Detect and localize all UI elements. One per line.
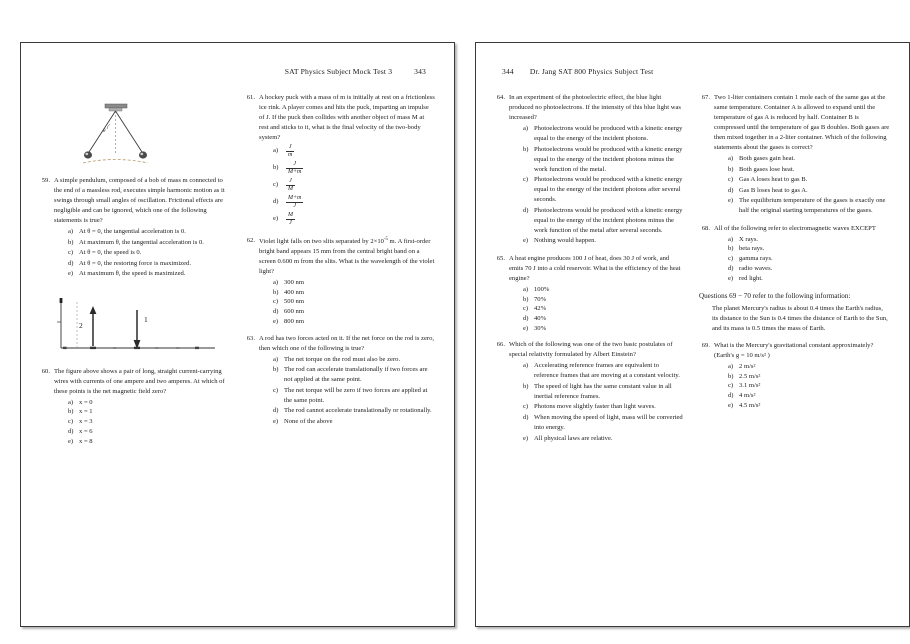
left-page-column-2 (244, 93, 435, 613)
choice-text: 2 m/s² (739, 363, 756, 371)
choice-text: 40% (534, 314, 547, 322)
choice-text: x = 0 (79, 398, 93, 406)
choice-option[interactable] (728, 244, 890, 254)
passage-heading: Questions 69 − 70 refer to the following information: (699, 292, 851, 301)
question-stem: The figure above shows a pair of long, straight current-carrying wires with currents of one ampere and two amperes. At which of these points is the net magnetic field zero? (54, 367, 225, 395)
choice-option[interactable] (523, 314, 685, 324)
answer-choices (259, 355, 435, 427)
choice-text: The equilibrium temperature of the gases is exactly one half the original starting temperatures of the gases. (739, 197, 886, 215)
choice-option[interactable] (273, 144, 435, 158)
question-stem (259, 236, 435, 277)
choice-text: At θ = 0, the speed is 0. (79, 249, 142, 257)
choice-text: At maximum θ, the tangential acceleration is 0. (79, 238, 204, 246)
choice-letter: e) (68, 437, 74, 445)
choice-letter: e) (728, 197, 734, 205)
choice-text: At θ = 0, the restoring force is maximized. (79, 259, 191, 267)
choice-text: x = 8 (79, 437, 93, 445)
choice-option[interactable] (273, 386, 435, 406)
choice-option[interactable] (728, 264, 890, 274)
page-folio: 344 (502, 67, 514, 76)
choice-option[interactable] (523, 145, 685, 175)
choice-option[interactable] (273, 288, 435, 298)
choice-letter: c) (273, 298, 279, 306)
choice-letter: a) (68, 398, 74, 406)
question-number: 69. (701, 341, 710, 349)
choice-letter: d) (523, 413, 529, 421)
choice-option[interactable] (68, 407, 230, 417)
choice-text: Accelerating reference frames are equivalent to reference frames that are moving at a constant velocity. (534, 362, 680, 380)
choice-option[interactable] (273, 161, 435, 175)
choice-text: 100% (534, 285, 550, 293)
choice-letter: b) (728, 245, 734, 253)
choice-letter: e) (728, 274, 734, 282)
choice-text: The rod cannot accelerate translationally or rotationally. (284, 407, 432, 415)
choice-option[interactable] (728, 372, 890, 382)
choice-text: At θ = 0, the tangential acceleration is 0. (79, 228, 186, 236)
fraction-numerator: M+m (288, 194, 302, 201)
choice-letter: a) (273, 147, 279, 155)
choice-text: Gas A loses heat to gas B. (739, 176, 808, 184)
choice-option[interactable] (523, 413, 685, 433)
question-65 (494, 254, 685, 334)
choice-option[interactable] (523, 175, 685, 205)
choice-letter: e) (273, 417, 279, 425)
choice-option[interactable] (68, 227, 230, 237)
right-page-running-head (494, 67, 891, 81)
left-page-columns (39, 93, 436, 613)
choice-text: The net torque will be zero if two forces are applied at the same point. (284, 386, 428, 404)
choice-option[interactable] (273, 212, 435, 226)
choice-option[interactable] (728, 165, 890, 175)
choice-text: Photoelectrons would be produced with a kinetic energy equal to the energy of the incident photons minus the work function of the metal. (534, 145, 683, 173)
fraction-denominator: M (288, 185, 293, 192)
choice-option[interactable] (68, 269, 230, 279)
choice-option[interactable] (523, 361, 685, 381)
fraction-denominator: J (286, 219, 295, 227)
current-carrying-wires-figure (43, 294, 218, 362)
question-66 (494, 340, 685, 444)
question-stem: A simple pendulum, composed of a bob of mass m connected to the end of a massless rod, executes simple harmonic motion as it swings through small angles of oscillation. Frictional effects are negligible and can be ignored, which one of the following statements is true? (54, 177, 225, 225)
choice-text: Nothing would happen. (534, 237, 597, 245)
choice-text: 42% (534, 305, 547, 313)
choice-letter: b) (68, 408, 74, 416)
choice-letter: e) (523, 237, 529, 245)
choice-text: radio waves. (739, 264, 773, 272)
right-page-columns (494, 93, 891, 613)
right-page-column-2 (699, 93, 890, 613)
question-number: 63. (246, 334, 255, 342)
passage-body: The planet Mercury's radius is about 0.4 times the Earth's radius, its distance to the Sun is 0.4 times the distance of Earth to the Sun, and its mass is 0.5 times the mass of Earth. (712, 304, 888, 332)
answer-choices (509, 361, 685, 443)
question-number: 68. (701, 224, 710, 232)
choice-letter: a) (68, 228, 74, 236)
choice-letter: b) (523, 295, 529, 303)
fraction-numerator: J (288, 144, 292, 151)
choice-option[interactable] (728, 401, 890, 411)
choice-letter: e) (523, 434, 529, 442)
choice-fraction (286, 212, 295, 226)
choice-option[interactable] (523, 402, 685, 412)
fraction-denominator: J (286, 202, 303, 210)
choice-text: x = 3 (79, 418, 93, 426)
question-stem: Which of the following was one of the two basic postulates of special relativity formulated by Albert Einstein? (509, 341, 673, 359)
page-folio: 343 (414, 67, 426, 76)
choice-letter: d) (728, 264, 734, 272)
svg-text:θ: θ (103, 129, 106, 134)
page-right (475, 42, 910, 627)
choice-option[interactable] (68, 398, 230, 408)
choice-letter: d) (273, 198, 279, 206)
choice-option[interactable] (728, 175, 890, 185)
choice-option[interactable] (273, 365, 435, 385)
question-stem: A rod has two forces acted on it. If the net force on the rod is zero, then which one of the following is true? (259, 334, 435, 352)
choice-letter: a) (728, 363, 734, 371)
fraction-numerator: J (289, 177, 292, 184)
question-stem: All of the following refer to electromagnetic waves EXCEPT (714, 224, 876, 232)
choice-letter: e) (523, 324, 529, 332)
question-stem: What is the Mercury's gravitational constant approximately? (Earth's g = 10 m/s² ) (714, 341, 874, 359)
wires-axis-svg (43, 294, 218, 362)
choice-letter: d) (728, 392, 734, 400)
choice-option[interactable] (728, 391, 890, 401)
choice-text: Photoelectrons would be produced with a kinetic energy equal to the energy of the incident photons. (534, 125, 683, 143)
choice-letter: b) (273, 366, 279, 374)
choice-option[interactable] (273, 195, 435, 209)
choice-fraction (286, 195, 303, 209)
choice-letter: a) (273, 355, 279, 363)
choice-text: x = 6 (79, 427, 93, 435)
choice-fraction (286, 144, 294, 158)
question-61 (244, 93, 435, 229)
choice-option[interactable] (68, 259, 230, 269)
choice-option[interactable] (728, 186, 890, 196)
choice-option[interactable] (273, 297, 435, 307)
choice-fraction (286, 178, 295, 192)
choice-text: None of the above (284, 417, 333, 425)
question-59 (39, 176, 230, 280)
choice-text: When moving the speed of light, mass will be converted into energy. (534, 413, 683, 431)
choice-option[interactable] (273, 355, 435, 365)
question-number: 62. (246, 236, 255, 244)
choice-letter: e) (68, 270, 74, 278)
choice-text: Both gases lose heat. (739, 165, 795, 173)
choice-letter: a) (523, 285, 529, 293)
choice-letter: a) (273, 279, 279, 287)
question-number: 61. (246, 94, 255, 101)
question-number: 66. (496, 341, 505, 349)
answer-choices (714, 235, 890, 284)
choice-text: 500 nm (284, 298, 304, 306)
choice-letter: d) (68, 259, 74, 267)
choice-letter: c) (68, 249, 74, 257)
choice-option[interactable] (523, 324, 685, 334)
question-number: 67. (701, 94, 710, 101)
choice-option[interactable] (523, 295, 685, 305)
choice-option[interactable] (728, 362, 890, 372)
question-number: 60. (41, 367, 50, 375)
simple-pendulum-figure (55, 99, 175, 167)
choice-letter: c) (728, 176, 734, 184)
choice-option[interactable] (523, 236, 685, 246)
choice-option[interactable] (68, 248, 230, 258)
fraction-denominator: m (288, 151, 293, 158)
choice-option[interactable] (68, 238, 230, 248)
choice-option[interactable] (728, 154, 890, 164)
svg-text:1: 1 (144, 314, 148, 324)
question-67 (699, 93, 890, 217)
choice-letter: a) (728, 155, 734, 163)
choice-text: Photoelectrons would be produced with a kinetic energy equal to the energy of the incident photons after several seconds. (534, 176, 683, 204)
question-number: 65. (496, 254, 505, 262)
choice-text: 3.1 m/s² (739, 382, 761, 390)
answer-choices (54, 227, 230, 279)
choice-letter: c) (523, 305, 529, 313)
choice-option[interactable] (728, 254, 890, 264)
choice-letter: e) (728, 401, 734, 409)
choice-text: Photons move slightly faster than light waves. (534, 403, 656, 411)
page-left (20, 42, 455, 627)
choice-option[interactable] (273, 278, 435, 288)
choice-letter: c) (728, 382, 734, 390)
answer-choices (259, 144, 435, 226)
choice-text: All physical laws are relative. (534, 434, 613, 442)
answer-choices (509, 124, 685, 246)
choice-letter: d) (523, 314, 529, 322)
choice-letter: a) (523, 125, 529, 133)
choice-letter: c) (523, 176, 529, 184)
choice-letter: b) (68, 238, 74, 246)
choice-text: 300 nm (284, 279, 304, 287)
fraction-numerator: M (288, 211, 293, 218)
question-64 (494, 93, 685, 247)
choice-letter: d) (523, 206, 529, 214)
choice-text: X rays. (739, 235, 759, 243)
choice-text: 70% (534, 295, 547, 303)
answer-choices (509, 285, 685, 334)
running-head-title: Dr. Jang SAT 800 Physics Subject Test (529, 67, 654, 76)
choice-text: beta rays. (739, 245, 765, 253)
choice-letter: d) (273, 407, 279, 415)
choice-letter: d) (728, 186, 734, 194)
question-stem: Two 1-liter containers contain 1 mole each of the same gas at the same temperature. Container A is allowed to expand until the temperature of gas A is reduced by half. Container B is compressed until the temperature of gas B doubles. Both gases are then mixed together in a 2-liter container. Which of the following statements about the gases is correct? (714, 94, 890, 152)
running-head-title: SAT Physics Subject Mock Test 3 (284, 67, 393, 76)
answer-choices (54, 398, 230, 447)
choice-option[interactable] (68, 417, 230, 427)
choice-option[interactable] (273, 317, 435, 327)
fraction-numerator: J (293, 161, 297, 168)
stem-exponent: -5 (383, 236, 388, 242)
choice-option[interactable] (523, 285, 685, 295)
choice-option[interactable] (728, 235, 890, 245)
choice-option[interactable] (728, 381, 890, 391)
question-number: 59. (41, 177, 50, 184)
choice-letter: c) (68, 418, 74, 426)
choice-letter: b) (523, 382, 529, 390)
choice-option[interactable] (68, 437, 230, 447)
choice-option[interactable] (273, 307, 435, 317)
choice-letter: c) (273, 386, 279, 394)
pendulum-svg (55, 99, 175, 167)
choice-text: 2.5 m/s² (739, 372, 761, 380)
choice-text: 400 nm (284, 288, 304, 296)
choice-text: 4 m/s² (739, 392, 756, 400)
answer-choices (714, 362, 890, 411)
question-68 (699, 224, 890, 284)
left-page-running-head (39, 67, 436, 81)
choice-option[interactable] (523, 124, 685, 144)
svg-text:2: 2 (79, 320, 83, 330)
choice-letter: d) (273, 308, 279, 316)
choice-letter: d) (68, 427, 74, 435)
choice-option[interactable] (523, 434, 685, 444)
choice-letter: b) (273, 164, 279, 172)
question-number: 64. (496, 94, 505, 101)
question-69 (699, 341, 890, 411)
answer-choices (259, 278, 435, 327)
choice-fraction (286, 161, 303, 175)
choice-text: The net torque on the rod must also be zero. (284, 355, 401, 363)
choice-text: Both gases gain heat. (739, 155, 796, 163)
stem-part-2: m. A first-order bright band appears 15 mm from the central bright band on a screen 0.600 m from the slits. What is the wavelength of the violet light? (259, 237, 435, 275)
choice-letter: b) (728, 372, 734, 380)
answer-choices (714, 154, 890, 216)
choice-letter: c) (523, 403, 529, 411)
choice-text: 4.5 m/s² (739, 401, 761, 409)
question-60 (39, 367, 230, 447)
choice-text: 800 nm (284, 317, 304, 325)
choice-text: The rod can accelerate translationally if two forces are not applied at the same point. (284, 366, 428, 384)
question-stem: A hockey puck with a mass of m is initially at rest on a frictionless ice rink. A player comes and hits the puck, imparting an impulse of J. If the puck then collides with another object of mass M at rest and sticks to it, what is the final velocity of the two-body system? (259, 94, 435, 142)
choice-letter: c) (728, 255, 734, 263)
choice-option[interactable] (273, 417, 435, 427)
choice-letter: b) (273, 288, 279, 296)
choice-letter: a) (728, 235, 734, 243)
choice-letter: b) (523, 145, 529, 153)
choice-letter: e) (273, 317, 279, 325)
choice-option[interactable] (523, 206, 685, 236)
choice-text: Gas B loses heat to gas A. (739, 186, 808, 194)
choice-text: 30% (534, 324, 547, 332)
question-62 (244, 236, 435, 327)
fraction-denominator: M+m (288, 168, 302, 175)
question-stem: In an experiment of the photoelectric effect, the blue light produced no photoelectrons. If the intensity of this blue light was increased? (509, 94, 681, 122)
question-63 (244, 334, 435, 428)
choice-option[interactable] (523, 382, 685, 402)
choice-option[interactable] (728, 196, 890, 216)
choice-text: x = 1 (79, 408, 93, 416)
choice-text: Photoelectrons would be produced with a kinetic energy equal to the energy of the incident photons minus the work function of the metal after several seconds. (534, 206, 683, 234)
choice-letter: e) (273, 215, 279, 223)
choice-text: gamma rays. (739, 255, 773, 263)
question-stem: A heat engine produces 100 J of heat, does 30 J of work, and emits 70 J into a cold reservoir. What is the efficiency of the heat engine? (509, 254, 681, 282)
choice-option[interactable] (68, 427, 230, 437)
stem-part-1: Violet light falls on two slits separated by 2×10 (259, 237, 384, 245)
choice-text: At maximum θ, the speed is maximized. (79, 270, 186, 278)
choice-text: 600 nm (284, 308, 304, 316)
choice-text: red light. (739, 274, 763, 282)
choice-text: The speed of light has the same constant value in all inertial reference frames. (534, 382, 672, 400)
choice-option[interactable] (273, 178, 435, 192)
choice-option[interactable] (728, 274, 890, 284)
choice-letter: a) (523, 362, 529, 370)
choice-letter: c) (273, 181, 279, 189)
choice-option[interactable] (273, 406, 435, 416)
right-page-column-1 (494, 93, 685, 613)
choice-letter: b) (728, 165, 734, 173)
left-page-column-1 (39, 93, 230, 613)
choice-option[interactable] (523, 304, 685, 314)
